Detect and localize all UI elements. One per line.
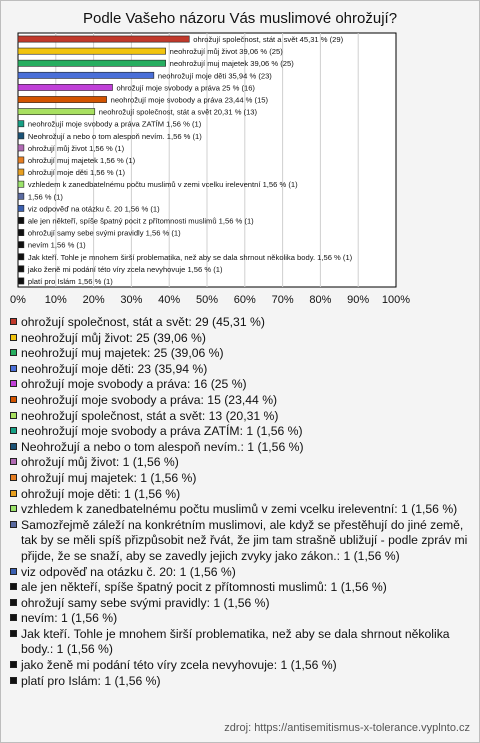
legend-swatch	[10, 412, 17, 419]
legend-text: Samozřejmě záleží na konkrétním muslimovi, ale když se přestěhují do jiné země, tak by se měli spíš přizpůsobit než řvát, že jim tam strašně ubližují - podle zpráv mi přijde, že se snaží, aby se zavedly jejich zvyky jako zákon.: 1 (1,56 %)	[21, 517, 468, 563]
bar	[18, 254, 24, 260]
bar	[18, 217, 24, 223]
bar	[18, 84, 113, 90]
legend-swatch	[10, 599, 17, 606]
bar	[18, 169, 24, 175]
bar	[18, 60, 166, 66]
bar	[18, 242, 24, 248]
legend-text: platí pro Islám: 1 (1,56 %)	[21, 673, 161, 688]
legend-text: neohrožují moje děti: 23 (35,94 %)	[21, 361, 208, 376]
legend-swatch	[10, 630, 17, 637]
legend-item	[10, 611, 468, 627]
legend-swatch	[10, 490, 17, 497]
source-note: zdroj: https://antisemitismus-x-tolerance.vyplnto.cz	[224, 722, 470, 734]
bar-label: ohrožují moje děti 1,56 % (1)	[27, 168, 125, 178]
legend-text: neohrožují moje svobody a práva: 15 (23,44 %)	[21, 392, 278, 407]
bar-label: ohrožují společnost, stát a svět 45,31 % (29)	[193, 35, 344, 45]
legend-item	[10, 580, 468, 596]
bar-label: Jak kteří. Tohle je mnohem širší problematika, než aby se dala shrnout několika body. 1,56 % (1)	[27, 252, 353, 262]
legend-item	[10, 627, 468, 658]
x-tick-label: 10%	[44, 294, 67, 306]
chart-legend	[10, 315, 468, 689]
legend-item	[10, 487, 468, 503]
legend-item	[10, 674, 468, 690]
bar-label: neohrožují společnost, stát a svět 20,31 % (13)	[98, 107, 258, 117]
bar-label: neohrožují muj majetek 39,06 % (25)	[169, 59, 294, 69]
legend-text: ohrožují muj majetek: 1 (1,56 %)	[21, 470, 197, 485]
bar-label: nevím 1,56 % (1)	[27, 240, 86, 250]
bar	[18, 96, 107, 102]
legend-text: viz odpověď na otázku č. 20: 1 (1,56 %)	[21, 564, 236, 579]
bar-label: jako ženě mi podání této víry zcela nevyhovuje 1,56 % (1)	[27, 264, 223, 274]
bar-label: 1,56 % (1)	[27, 192, 63, 202]
x-tick-label: 90%	[347, 294, 370, 306]
legend-item	[10, 377, 468, 393]
bar-label: Neohrožují a nebo o tom alespoň nevím. 1,56 % (1)	[27, 131, 202, 141]
legend-swatch	[10, 318, 17, 325]
bar	[18, 229, 24, 235]
legend-item	[10, 565, 468, 581]
bar-chart	[0, 0, 480, 310]
legend-item	[10, 346, 468, 362]
legend-text: ohrožují společnost, stát a svět: 29 (45,31 %)	[21, 315, 265, 329]
bar	[18, 121, 24, 127]
chart-title: Podle Vašeho názoru Vás muslimové ohrožují?	[82, 10, 398, 27]
legend-swatch	[10, 568, 17, 575]
bar-label: neohrožují moje děti 35,94 % (23)	[157, 71, 272, 81]
legend-swatch	[10, 661, 17, 668]
legend-item	[10, 362, 468, 378]
bar	[18, 109, 95, 115]
bar	[18, 145, 24, 151]
legend-text: ohrožují moje děti: 1 (1,56 %)	[21, 486, 181, 501]
legend-text: neohrožují muj majetek: 25 (39,06 %)	[21, 346, 224, 361]
bar	[18, 266, 24, 272]
legend-text: neohrožují můj život: 25 (39,06 %)	[21, 330, 206, 345]
bar-label: neohrožují můj život 39,06 % (25)	[169, 47, 283, 57]
legend-swatch	[10, 505, 17, 512]
legend-swatch	[10, 474, 17, 481]
bar	[18, 72, 154, 78]
bar-label: ohrožují muj majetek 1,56 % (1)	[27, 156, 136, 165]
legend-item	[10, 502, 468, 518]
legend-item	[10, 471, 468, 487]
x-tick-label: 20%	[82, 294, 105, 306]
legend-item	[10, 409, 468, 425]
legend-item	[10, 424, 468, 440]
legend-text: neohrožují společnost, stát a svět: 13 (20,31 %)	[21, 408, 279, 423]
x-tick-label: 60%	[233, 294, 256, 306]
legend-text: Neohrožují a nebo o tom alespoň nevím.: 1 (1,56 %)	[21, 439, 304, 454]
bar	[18, 36, 189, 42]
bar	[18, 193, 24, 199]
legend-swatch	[10, 521, 17, 528]
bar-label: neohrožují moje svobody a práva ZATÍM 1,56 % (1)	[27, 119, 202, 129]
legend-swatch	[10, 365, 17, 372]
bar-label: ohrožují moje svobody a práva 25 % (16)	[116, 83, 255, 93]
legend-swatch	[10, 677, 17, 684]
legend-text: ohrožují samy sebe svými pravidly: 1 (1,56 %)	[21, 595, 270, 610]
legend-text: neohrožují moje svobody a práva ZATÍM: 1 (1,56 %)	[21, 424, 303, 439]
legend-item	[10, 455, 468, 471]
bar-label: viz odpověď na otázku č. 20 1,56 % (1)	[27, 204, 160, 214]
bar	[18, 157, 24, 163]
legend-item	[10, 331, 468, 347]
bar-label: ale jen někteří, spíše špatný pocit z přítomnosti muslimů 1,56 % (1)	[27, 216, 254, 226]
legend-swatch	[10, 583, 17, 590]
x-tick-label: 40%	[158, 294, 181, 306]
x-tick-label: 0%	[10, 294, 26, 306]
bar-label: platí pro Islám 1,56 % (1)	[27, 276, 113, 286]
x-tick-label: 50%	[195, 294, 219, 306]
legend-item	[10, 440, 468, 456]
bar-label: ohrožují můj život 1,56 % (1)	[27, 143, 125, 153]
bar-label: neohrožují moje svobody a práva 23,44 % (15)	[110, 95, 269, 105]
legend-item	[10, 315, 468, 331]
legend-text: ohrožují můj život: 1 (1,56 %)	[21, 455, 179, 470]
legend-text: nevím: 1 (1,56 %)	[21, 611, 118, 626]
legend-item	[10, 658, 468, 674]
x-tick-label: 70%	[271, 294, 294, 306]
x-tick-label: 80%	[309, 294, 332, 306]
legend-swatch	[10, 396, 17, 403]
legend-text: vzhledem k zanedbatelnému počtu muslimů v zemi vcelku ireleventní: 1 (1,56 %)	[21, 502, 458, 517]
bar	[18, 48, 166, 54]
legend-swatch	[10, 458, 17, 465]
bar	[18, 278, 24, 284]
x-tick-label: 30%	[120, 294, 143, 306]
legend-text: ale jen někteří, spíše špatný pocit z přítomnosti muslimů: 1 (1,56 %)	[21, 580, 387, 595]
bar-label: vzhledem k zanedbatelnému počtu muslimů v zemi vcelku ireleventní 1,56 % (1)	[27, 180, 298, 190]
bar	[18, 205, 24, 211]
legend-item	[10, 596, 468, 612]
legend-text: Jak kteří. Tohle je mnohem širší problematika, než aby se dala shrnout několika body.: 1 (1,56 %)	[21, 626, 450, 657]
legend-swatch	[10, 427, 17, 434]
legend-item	[10, 393, 468, 409]
bar-label: ohrožují samy sebe svými pravidly 1,56 % (1)	[27, 228, 181, 238]
legend-swatch	[10, 380, 17, 387]
legend-text: ohrožují moje svobody a práva: 16 (25 %)	[21, 377, 247, 392]
legend-text: jako ženě mi podání této víry zcela nevyhovuje: 1 (1,56 %)	[21, 658, 337, 673]
legend-item	[10, 518, 468, 565]
legend-swatch	[10, 443, 17, 450]
bar	[18, 181, 24, 187]
legend-swatch	[10, 349, 17, 356]
bar	[18, 133, 24, 139]
legend-swatch	[10, 334, 17, 341]
legend-swatch	[10, 614, 17, 621]
x-tick-label: 100%	[381, 294, 411, 306]
